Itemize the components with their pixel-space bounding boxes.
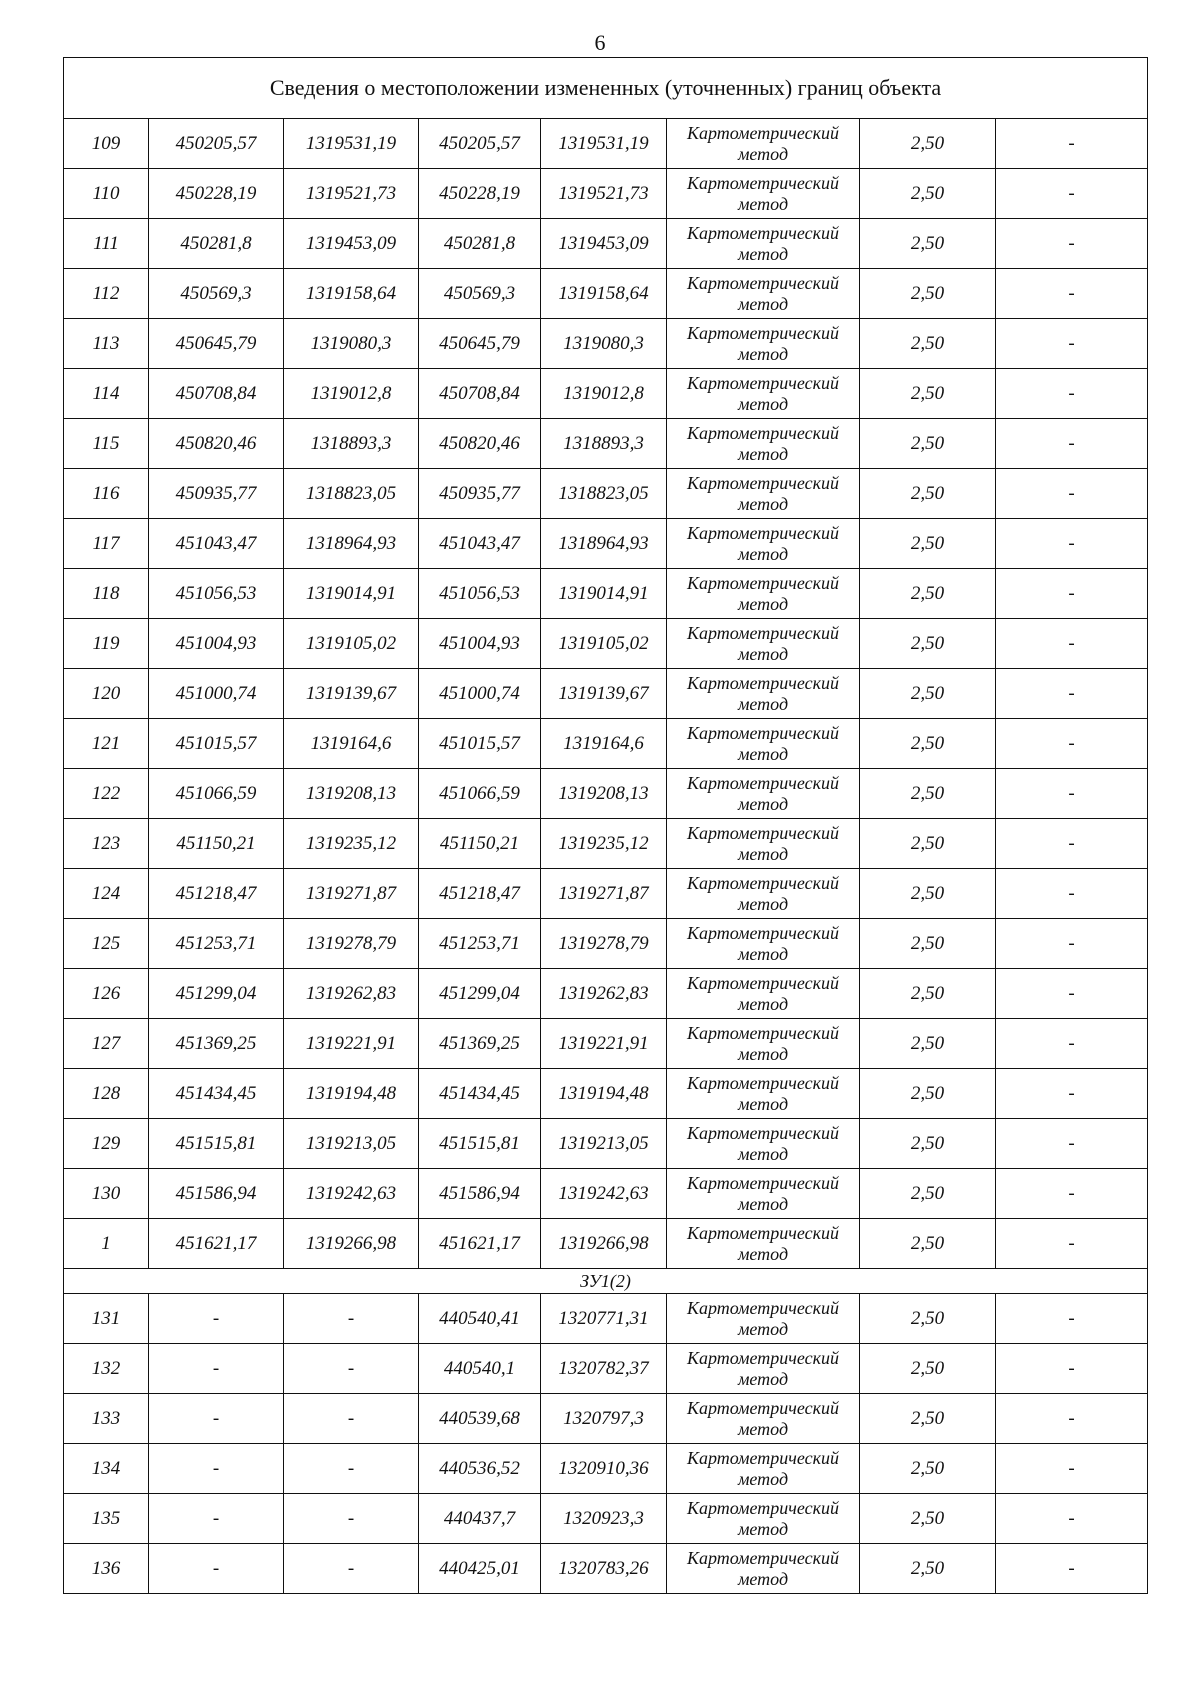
new-x-cell: 451004,93 (419, 619, 541, 669)
new-x-cell: 450935,77 (419, 469, 541, 519)
old-x-cell: 450281,8 (149, 219, 284, 269)
table-row (64, 519, 1148, 569)
precision-cell: 2,50 (860, 1394, 996, 1444)
old-x-cell: 450708,84 (149, 369, 284, 419)
point-number-cell: 115 (64, 419, 149, 469)
new-x-cell: 440539,68 (419, 1394, 541, 1444)
description-cell: - (996, 1169, 1148, 1219)
old-x-cell: 451253,71 (149, 919, 284, 969)
old-y-cell: - (284, 1344, 419, 1394)
description-cell: - (996, 1544, 1148, 1594)
description-cell: - (996, 369, 1148, 419)
new-y-cell: 1319235,12 (541, 819, 667, 869)
precision-cell: 2,50 (860, 1444, 996, 1494)
point-number-cell: 136 (64, 1544, 149, 1594)
point-number-cell: 127 (64, 1019, 149, 1069)
method-text: Картометрический метод (686, 1072, 839, 1114)
old-x-cell: - (149, 1344, 284, 1394)
new-x-cell: 450569,3 (419, 269, 541, 319)
new-x-cell: 451015,57 (419, 719, 541, 769)
old-x-cell: 451066,59 (149, 769, 284, 819)
precision-cell: 2,50 (860, 269, 996, 319)
old-y-cell: 1319208,13 (284, 769, 419, 819)
table-row (64, 619, 1148, 669)
new-y-cell: 1319521,73 (541, 169, 667, 219)
description-cell: - (996, 969, 1148, 1019)
old-y-cell: - (284, 1494, 419, 1544)
new-y-cell: 1319266,98 (541, 1219, 667, 1269)
description-cell: - (996, 319, 1148, 369)
description-cell: - (996, 819, 1148, 869)
precision-cell: 2,50 (860, 319, 996, 369)
point-number-cell: 1 (64, 1219, 149, 1269)
old-y-cell: 1319194,48 (284, 1069, 419, 1119)
new-y-cell: 1320797,3 (541, 1394, 667, 1444)
boundary-coordinates-table (63, 57, 1148, 1594)
old-x-cell: 451015,57 (149, 719, 284, 769)
old-y-cell: 1318893,3 (284, 419, 419, 469)
old-y-cell: 1319213,05 (284, 1119, 419, 1169)
precision-cell: 2,50 (860, 1294, 996, 1344)
precision-cell: 2,50 (860, 869, 996, 919)
new-y-cell: 1320910,36 (541, 1444, 667, 1494)
method-text: Картометрический метод (686, 272, 839, 314)
new-y-cell: 1319262,83 (541, 969, 667, 1019)
method-cell (667, 1494, 860, 1544)
method-cell (667, 1394, 860, 1444)
method-text: Картометрический метод (686, 222, 839, 264)
old-y-cell: 1319080,3 (284, 319, 419, 369)
precision-cell: 2,50 (860, 419, 996, 469)
new-y-cell: 1319012,8 (541, 369, 667, 419)
table-row (64, 1344, 1148, 1394)
method-cell (667, 869, 860, 919)
point-number-cell: 123 (64, 819, 149, 869)
method-text: Картометрический метод (686, 1222, 839, 1264)
old-y-cell: 1319014,91 (284, 569, 419, 619)
old-y-cell: 1319278,79 (284, 919, 419, 969)
description-cell: - (996, 669, 1148, 719)
point-number-cell: 132 (64, 1344, 149, 1394)
new-x-cell: 450708,84 (419, 369, 541, 419)
old-y-cell: 1319453,09 (284, 219, 419, 269)
table-row (64, 469, 1148, 519)
table-row (64, 1069, 1148, 1119)
description-cell: - (996, 1344, 1148, 1394)
method-text: Картометрический метод (686, 622, 839, 664)
point-number-cell: 111 (64, 219, 149, 269)
old-x-cell: 450228,19 (149, 169, 284, 219)
old-y-cell: 1319158,64 (284, 269, 419, 319)
new-y-cell: 1319158,64 (541, 269, 667, 319)
method-cell (667, 119, 860, 169)
description-cell: - (996, 169, 1148, 219)
table-row (64, 369, 1148, 419)
point-number-cell: 125 (64, 919, 149, 969)
method-cell (667, 1344, 860, 1394)
old-x-cell: 451369,25 (149, 1019, 284, 1069)
table-row (64, 1169, 1148, 1219)
old-y-cell: 1318964,93 (284, 519, 419, 569)
new-x-cell: 451253,71 (419, 919, 541, 969)
table-row (64, 1544, 1148, 1594)
description-cell: - (996, 469, 1148, 519)
table-row (64, 1219, 1148, 1269)
section-header-row (64, 1269, 1148, 1294)
description-cell: - (996, 919, 1148, 969)
point-number-cell: 116 (64, 469, 149, 519)
old-y-cell: 1318823,05 (284, 469, 419, 519)
old-y-cell: 1319262,83 (284, 969, 419, 1019)
point-number-cell: 130 (64, 1169, 149, 1219)
description-cell: - (996, 1394, 1148, 1444)
method-cell (667, 1169, 860, 1219)
new-y-cell: 1319213,05 (541, 1119, 667, 1169)
description-cell: - (996, 119, 1148, 169)
precision-cell: 2,50 (860, 1169, 996, 1219)
old-x-cell: - (149, 1494, 284, 1544)
point-number-cell: 134 (64, 1444, 149, 1494)
method-cell (667, 569, 860, 619)
new-x-cell: 451369,25 (419, 1019, 541, 1069)
old-y-cell: - (284, 1544, 419, 1594)
point-number-cell: 133 (64, 1394, 149, 1444)
point-number-cell: 118 (64, 569, 149, 619)
point-number-cell: 119 (64, 619, 149, 669)
new-x-cell: 440437,7 (419, 1494, 541, 1544)
method-text: Картометрический метод (686, 872, 839, 914)
new-y-cell: 1319139,67 (541, 669, 667, 719)
new-x-cell: 450645,79 (419, 319, 541, 369)
new-y-cell: 1319531,19 (541, 119, 667, 169)
point-number-cell: 110 (64, 169, 149, 219)
new-y-cell: 1319242,63 (541, 1169, 667, 1219)
new-x-cell: 440540,41 (419, 1294, 541, 1344)
old-x-cell: - (149, 1294, 284, 1344)
table-row (64, 1119, 1148, 1169)
new-y-cell: 1319014,91 (541, 569, 667, 619)
table-row (64, 819, 1148, 869)
old-y-cell: 1319221,91 (284, 1019, 419, 1069)
method-text: Картометрический метод (686, 522, 839, 564)
new-x-cell: 450205,57 (419, 119, 541, 169)
precision-cell: 2,50 (860, 1069, 996, 1119)
new-y-cell: 1319164,6 (541, 719, 667, 769)
precision-cell: 2,50 (860, 469, 996, 519)
point-number-cell: 135 (64, 1494, 149, 1544)
old-y-cell: 1319271,87 (284, 869, 419, 919)
old-x-cell: 451150,21 (149, 819, 284, 869)
point-number-cell: 120 (64, 669, 149, 719)
method-text: Картометрический метод (686, 822, 839, 864)
method-cell (667, 369, 860, 419)
method-cell (667, 1069, 860, 1119)
method-cell (667, 619, 860, 669)
table-row (64, 1494, 1148, 1544)
description-cell: - (996, 1294, 1148, 1344)
method-text: Картометрический метод (686, 422, 839, 464)
new-y-cell: 1320782,37 (541, 1344, 667, 1394)
precision-cell: 2,50 (860, 769, 996, 819)
new-x-cell: 440425,01 (419, 1544, 541, 1594)
new-y-cell: 1319194,48 (541, 1069, 667, 1119)
table-row (64, 1019, 1148, 1069)
precision-cell: 2,50 (860, 119, 996, 169)
table-body (64, 58, 1148, 1594)
table-row (64, 169, 1148, 219)
precision-cell: 2,50 (860, 1494, 996, 1544)
method-text: Картометрический метод (686, 122, 839, 164)
old-y-cell: 1319531,19 (284, 119, 419, 169)
method-text: Картометрический метод (686, 1297, 839, 1339)
precision-cell: 2,50 (860, 819, 996, 869)
new-x-cell: 451000,74 (419, 669, 541, 719)
old-y-cell: 1319235,12 (284, 819, 419, 869)
old-x-cell: 451586,94 (149, 1169, 284, 1219)
table-row (64, 319, 1148, 369)
method-cell (667, 1019, 860, 1069)
table-row (64, 869, 1148, 919)
precision-cell: 2,50 (860, 719, 996, 769)
method-cell (667, 1219, 860, 1269)
new-x-cell: 450228,19 (419, 169, 541, 219)
description-cell: - (996, 769, 1148, 819)
precision-cell: 2,50 (860, 1344, 996, 1394)
point-number-cell: 112 (64, 269, 149, 319)
new-x-cell: 451515,81 (419, 1119, 541, 1169)
table-row (64, 569, 1148, 619)
old-y-cell: 1319266,98 (284, 1219, 419, 1269)
method-text: Картометрический метод (686, 772, 839, 814)
old-x-cell: 451515,81 (149, 1119, 284, 1169)
method-cell (667, 969, 860, 1019)
method-text: Картометрический метод (686, 922, 839, 964)
method-cell (667, 769, 860, 819)
precision-cell: 2,50 (860, 919, 996, 969)
precision-cell: 2,50 (860, 1544, 996, 1594)
description-cell: - (996, 1219, 1148, 1269)
new-y-cell: 1320923,3 (541, 1494, 667, 1544)
method-cell (667, 1544, 860, 1594)
method-text: Картометрический метод (686, 722, 839, 764)
table-title-row (64, 58, 1148, 119)
table-row (64, 419, 1148, 469)
method-text: Картометрический метод (686, 472, 839, 514)
new-y-cell: 1319105,02 (541, 619, 667, 669)
table-row (64, 969, 1148, 1019)
method-cell (667, 719, 860, 769)
old-y-cell: 1319105,02 (284, 619, 419, 669)
new-x-cell: 451434,45 (419, 1069, 541, 1119)
new-x-cell: 450281,8 (419, 219, 541, 269)
point-number-cell: 131 (64, 1294, 149, 1344)
table-title: Сведения о местоположении измененных (уточненных) границ объекта (64, 58, 1148, 119)
table-row (64, 269, 1148, 319)
new-x-cell: 451621,17 (419, 1219, 541, 1269)
method-text: Картометрический метод (686, 372, 839, 414)
method-text: Картометрический метод (686, 1022, 839, 1064)
point-number-cell: 124 (64, 869, 149, 919)
old-x-cell: 451043,47 (149, 519, 284, 569)
new-x-cell: 451066,59 (419, 769, 541, 819)
description-cell: - (996, 619, 1148, 669)
old-x-cell: 451299,04 (149, 969, 284, 1019)
new-x-cell: 451586,94 (419, 1169, 541, 1219)
point-number-cell: 128 (64, 1069, 149, 1119)
new-y-cell: 1320783,26 (541, 1544, 667, 1594)
new-y-cell: 1319080,3 (541, 319, 667, 369)
method-text: Картометрический метод (686, 672, 839, 714)
point-number-cell: 129 (64, 1119, 149, 1169)
precision-cell: 2,50 (860, 169, 996, 219)
description-cell: - (996, 719, 1148, 769)
description-cell: - (996, 1444, 1148, 1494)
method-text: Картометрический метод (686, 1447, 839, 1489)
new-x-cell: 440536,52 (419, 1444, 541, 1494)
old-x-cell: 450645,79 (149, 319, 284, 369)
new-x-cell: 451299,04 (419, 969, 541, 1019)
old-x-cell: 451434,45 (149, 1069, 284, 1119)
description-cell: - (996, 269, 1148, 319)
new-y-cell: 1318893,3 (541, 419, 667, 469)
table-row (64, 919, 1148, 969)
point-number-cell: 114 (64, 369, 149, 419)
new-y-cell: 1319278,79 (541, 919, 667, 969)
method-cell (667, 1444, 860, 1494)
table-row (64, 1444, 1148, 1494)
old-x-cell: 451218,47 (149, 869, 284, 919)
table-row (64, 769, 1148, 819)
new-x-cell: 451218,47 (419, 869, 541, 919)
new-x-cell: 450820,46 (419, 419, 541, 469)
new-y-cell: 1318964,93 (541, 519, 667, 569)
new-x-cell: 451056,53 (419, 569, 541, 619)
method-cell (667, 419, 860, 469)
method-text: Картометрический метод (686, 1547, 839, 1589)
method-cell (667, 269, 860, 319)
table-row (64, 1294, 1148, 1344)
precision-cell: 2,50 (860, 1019, 996, 1069)
old-x-cell: - (149, 1544, 284, 1594)
table-row (64, 1394, 1148, 1444)
point-number-cell: 126 (64, 969, 149, 1019)
description-cell: - (996, 519, 1148, 569)
new-y-cell: 1319208,13 (541, 769, 667, 819)
point-number-cell: 122 (64, 769, 149, 819)
description-cell: - (996, 1494, 1148, 1544)
old-x-cell: - (149, 1444, 284, 1494)
precision-cell: 2,50 (860, 619, 996, 669)
page-number: 6 (594, 30, 606, 55)
method-cell (667, 169, 860, 219)
point-number-cell: 113 (64, 319, 149, 369)
old-y-cell: 1319139,67 (284, 669, 419, 719)
precision-cell: 2,50 (860, 519, 996, 569)
precision-cell: 2,50 (860, 1119, 996, 1169)
description-cell: - (996, 419, 1148, 469)
point-number-cell: 117 (64, 519, 149, 569)
old-x-cell: 451004,93 (149, 619, 284, 669)
method-cell (667, 919, 860, 969)
old-x-cell: 451000,74 (149, 669, 284, 719)
old-y-cell: - (284, 1394, 419, 1444)
new-y-cell: 1320771,31 (541, 1294, 667, 1344)
method-text: Картометрический метод (686, 172, 839, 214)
old-y-cell: - (284, 1444, 419, 1494)
point-number-cell: 121 (64, 719, 149, 769)
table-row (64, 219, 1148, 269)
old-x-cell: - (149, 1394, 284, 1444)
table-row (64, 119, 1148, 169)
new-y-cell: 1319271,87 (541, 869, 667, 919)
precision-cell: 2,50 (860, 669, 996, 719)
old-x-cell: 451056,53 (149, 569, 284, 619)
old-y-cell: 1319012,8 (284, 369, 419, 419)
table-row (64, 719, 1148, 769)
precision-cell: 2,50 (860, 369, 996, 419)
old-x-cell: 450205,57 (149, 119, 284, 169)
description-cell: - (996, 1019, 1148, 1069)
section-label: ЗУ1(2) (64, 1269, 1148, 1294)
new-y-cell: 1319221,91 (541, 1019, 667, 1069)
point-number-cell: 109 (64, 119, 149, 169)
precision-cell: 2,50 (860, 569, 996, 619)
old-y-cell: 1319242,63 (284, 1169, 419, 1219)
method-cell (667, 819, 860, 869)
old-y-cell: 1319521,73 (284, 169, 419, 219)
method-text: Картометрический метод (686, 972, 839, 1014)
new-y-cell: 1318823,05 (541, 469, 667, 519)
method-text: Картометрический метод (686, 1122, 839, 1164)
old-x-cell: 450569,3 (149, 269, 284, 319)
method-text: Картометрический метод (686, 322, 839, 364)
old-x-cell: 450820,46 (149, 419, 284, 469)
description-cell: - (996, 1069, 1148, 1119)
method-cell (667, 1294, 860, 1344)
new-x-cell: 440540,1 (419, 1344, 541, 1394)
new-x-cell: 451150,21 (419, 819, 541, 869)
precision-cell: 2,50 (860, 1219, 996, 1269)
method-cell (667, 469, 860, 519)
method-cell (667, 219, 860, 269)
old-x-cell: 450935,77 (149, 469, 284, 519)
description-cell: - (996, 219, 1148, 269)
method-cell (667, 519, 860, 569)
old-y-cell: 1319164,6 (284, 719, 419, 769)
precision-cell: 2,50 (860, 219, 996, 269)
method-cell (667, 319, 860, 369)
description-cell: - (996, 869, 1148, 919)
method-cell (667, 669, 860, 719)
method-text: Картометрический метод (686, 1347, 839, 1389)
old-x-cell: 451621,17 (149, 1219, 284, 1269)
method-cell (667, 1119, 860, 1169)
method-text: Картометрический метод (686, 1172, 839, 1214)
method-text: Картометрический метод (686, 1397, 839, 1439)
description-cell: - (996, 1119, 1148, 1169)
table-row (64, 669, 1148, 719)
method-text: Картометрический метод (686, 1497, 839, 1539)
new-y-cell: 1319453,09 (541, 219, 667, 269)
new-x-cell: 451043,47 (419, 519, 541, 569)
old-y-cell: - (284, 1294, 419, 1344)
method-text: Картометрический метод (686, 572, 839, 614)
precision-cell: 2,50 (860, 969, 996, 1019)
description-cell: - (996, 569, 1148, 619)
